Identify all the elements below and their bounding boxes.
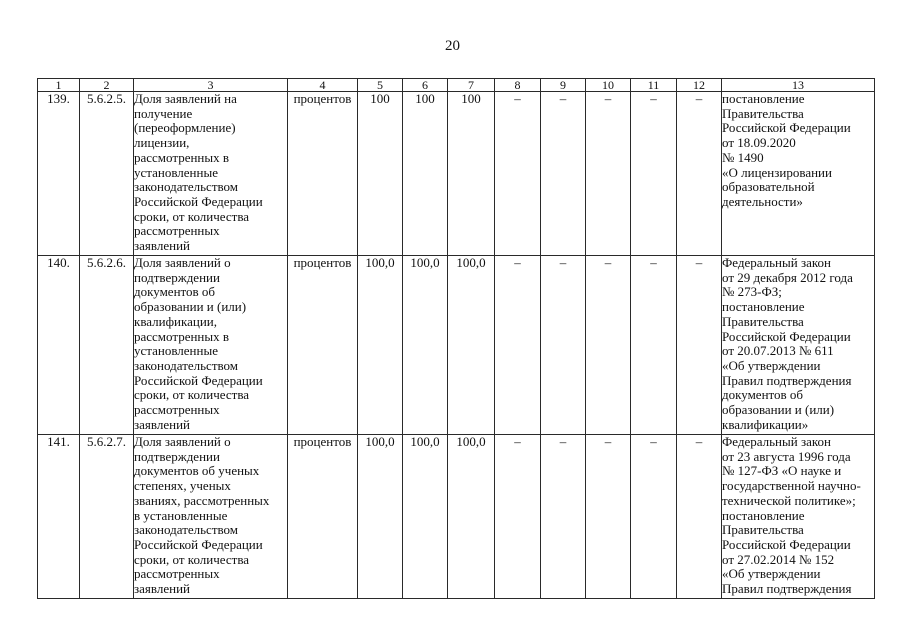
unit-cell: процентов — [288, 435, 358, 599]
column-number-header: 6 — [403, 79, 448, 92]
indicator-code-cell: 5.6.2.6. — [80, 256, 134, 435]
column-numbers-row — [38, 79, 875, 92]
value-cell-col-8: – — [495, 92, 541, 256]
column-number-header: 1 — [38, 79, 80, 92]
value-cell-col-12: – — [677, 92, 722, 256]
indicator-name-cell: Доля заявлений о подтверждении документов об ученых степенях, ученых званиях, рассмотренных в установленные законодательством Российской Федерации сроки, от количества рассмотренных заявлений — [134, 435, 288, 599]
indicator-code-cell: 5.6.2.7. — [80, 435, 134, 599]
value-cell-col-7: 100 — [448, 92, 495, 256]
column-number-header: 9 — [541, 79, 586, 92]
value-cell-col-12: – — [677, 435, 722, 599]
indicator-name-cell: Доля заявлений на получение (переоформление) лицензии, рассмотренных в установленные законодательством Российской Федерации сроки, от количества рассмотренных заявлений — [134, 92, 288, 256]
value-cell-col-10: – — [586, 435, 631, 599]
row-number-cell: 139. — [38, 92, 80, 256]
column-number-header: 4 — [288, 79, 358, 92]
page-number: 20 — [445, 38, 460, 54]
value-cell-col-12: – — [677, 256, 722, 435]
table-row — [38, 92, 875, 256]
value-cell-col-6: 100,0 — [403, 435, 448, 599]
legal-basis-cell: постановление Правительства Российской Федерации от 18.09.2020 № 1490 «О лицензировании образовательной деятельности» — [722, 92, 875, 256]
value-cell-col-8: – — [495, 435, 541, 599]
value-cell-col-5: 100,0 — [358, 435, 403, 599]
unit-cell: процентов — [288, 92, 358, 256]
indicator-code-cell: 5.6.2.5. — [80, 92, 134, 256]
value-cell-col-8: – — [495, 256, 541, 435]
column-number-header: 11 — [631, 79, 677, 92]
value-cell-col-11: – — [631, 256, 677, 435]
value-cell-col-5: 100 — [358, 92, 403, 256]
value-cell-col-6: 100 — [403, 92, 448, 256]
value-cell-col-11: – — [631, 435, 677, 599]
column-number-header: 12 — [677, 79, 722, 92]
value-cell-col-5: 100,0 — [358, 256, 403, 435]
legal-basis-cell: Федеральный закон от 29 декабря 2012 года № 273-ФЗ; постановление Правительства Российской Федерации от 20.07.2013 № 611 «Об утверждении Правил подтверждения документов об образовании и (или) квалификации» — [722, 256, 875, 435]
row-number-cell: 141. — [38, 435, 80, 599]
indicators-table — [37, 78, 875, 599]
row-number-cell: 140. — [38, 256, 80, 435]
value-cell-col-7: 100,0 — [448, 435, 495, 599]
legal-basis-cell: Федеральный закон от 23 августа 1996 года № 127-ФЗ «О науке и государственной научно- технической политике»; постановление Правительства Российской Федерации от 27.02.2014 № 152 «Об утверждении Правил подтверждения — [722, 435, 875, 599]
table-row — [38, 256, 875, 435]
column-number-header: 2 — [80, 79, 134, 92]
value-cell-col-7: 100,0 — [448, 256, 495, 435]
column-number-header: 5 — [358, 79, 403, 92]
value-cell-col-11: – — [631, 92, 677, 256]
table-row — [38, 435, 875, 599]
value-cell-col-9: – — [541, 435, 586, 599]
value-cell-col-10: – — [586, 92, 631, 256]
value-cell-col-9: – — [541, 256, 586, 435]
unit-cell: процентов — [288, 256, 358, 435]
column-number-header: 7 — [448, 79, 495, 92]
value-cell-col-6: 100,0 — [403, 256, 448, 435]
column-number-header: 13 — [722, 79, 875, 92]
value-cell-col-9: – — [541, 92, 586, 256]
column-number-header: 3 — [134, 79, 288, 92]
column-number-header: 8 — [495, 79, 541, 92]
column-number-header: 10 — [586, 79, 631, 92]
value-cell-col-10: – — [586, 256, 631, 435]
indicator-name-cell: Доля заявлений о подтверждении документов об образовании и (или) квалификации, рассмотренных в установленные законодательством Российской Федерации сроки, от количества рассмотренных заявлений — [134, 256, 288, 435]
